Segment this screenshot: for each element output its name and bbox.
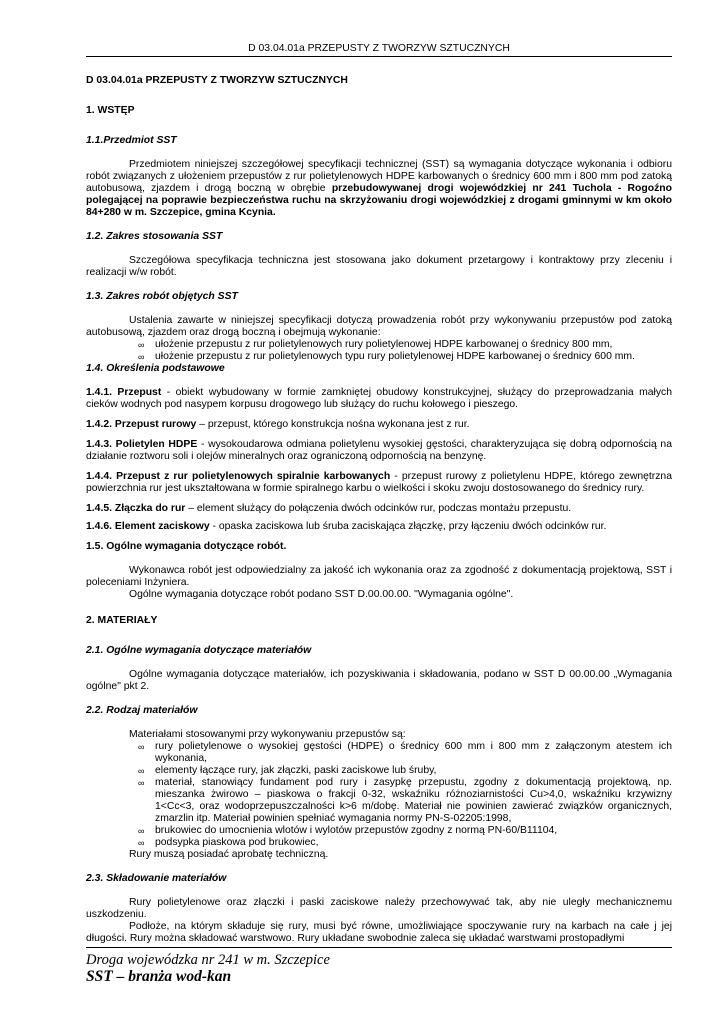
- definition-1-4-5: [86, 503, 672, 515]
- bullet-icon: ∞: [138, 766, 145, 776]
- footer-rule: [86, 947, 672, 948]
- bullet-icon: ∞: [138, 826, 145, 836]
- list-item: ∞ materiał, stanowiący fundament pod rury i zasypkę przepustu, zgodny z dokumentacją projektową, np. mieszanka żwirowo – piaskowa o frakcji 0-32, wskaźniku różnoziarnistości Cu>4,0, wskaźniku krzywizny 1<Cc<3, oraz wodoprzepuszczalności k>6 m/dobę. Materiał nie powinien zawierać związków organicznych, zmarzlin itp. Materiał powinien spełniać wymagania normy PN-S-02205:1998,: [138, 777, 672, 824]
- definition-1-4-6: [86, 521, 672, 533]
- header-rule: [86, 56, 672, 57]
- bullet-icon: ∞: [138, 352, 145, 362]
- section-2-3-heading: 2.3. Składowanie materiałów: [86, 873, 227, 884]
- definition-1-4-3: [86, 439, 672, 463]
- bullet-icon: ∞: [138, 340, 145, 350]
- definition-1-4-4: [86, 471, 672, 495]
- definition-1-4-2: [86, 419, 672, 431]
- section-1-heading: 1. WSTĘP: [86, 105, 135, 116]
- document-title: D 03.04.01a PRZEPUSTY Z TWORZYW SZTUCZNYCH: [86, 75, 348, 86]
- list-item: ∞ brukowiec do umocnienia wlotów i wylotów przepustów zgodny z normą PN-60/B11104,: [138, 825, 558, 836]
- definition-text: - przepust rurowy z polietylenu HDPE, którego zewnętrzna powierzchnia rur jest ukształtowana w formie spiralnego karbu o wielkości i skoku zwoju dostosowanego do średnicy rury.: [86, 471, 672, 494]
- definition-term: 1.4.1. Przepust: [86, 387, 162, 398]
- definition-term: 1.4.3. Polietylen HDPE: [86, 439, 198, 450]
- definition-text: - wysokoudarowa odmiana polietylenu wysokiej gęstości, charakteryzująca się dobrą odpornością na działanie roztworu soli i olejów mineralnych oraz ograniczoną odpornością na benzynę.: [86, 439, 672, 462]
- bullet-icon: ∞: [138, 838, 145, 848]
- definition-text: – element służący do połączenia dwóch odcinków rur, podczas montażu przepustu.: [185, 503, 572, 514]
- section-1-3-heading: 1.3. Zakres robót objętych SST: [86, 291, 238, 302]
- running-header: D 03.04.01a PRZEPUSTY Z TWORZYW SZTUCZNYCH: [248, 43, 510, 54]
- definition-text: – przepust, którego konstrukcja nośna wykonana jest z rur.: [196, 419, 470, 430]
- section-1-1-text: [86, 159, 672, 219]
- list-item: ∞ podsypka piaskowa pod brukowiec,: [138, 837, 319, 848]
- section-2-2-outro: Rury muszą posiadać aprobatę techniczną.: [129, 849, 329, 860]
- bullet-icon: ∞: [138, 742, 145, 752]
- definition-term: 1.4.5. Złączka do rur: [86, 503, 186, 514]
- section-2-1-heading: 2.1. Ogólne wymagania dotyczące materiałów: [86, 645, 312, 656]
- list-item: ∞ ułożenie przepustu z rur polietylenowych rury polietylenowej HDPE karbowanej o średnicy 800 mm,: [138, 339, 613, 350]
- page-content: [86, 75, 672, 945]
- section-1-5-text-1: Wykonawca robót jest odpowiedzialny za jakość ich wykonania oraz za zgodność z dokumentacją projektową, SST i poleceniami Inżyniera.: [86, 565, 672, 588]
- section-1-5-text-2: Ogólne wymagania dotyczące robót podano SST D.00.00.00. "Wymagania ogólne".: [129, 589, 514, 600]
- section-2-heading: 2. MATERIAŁY: [86, 615, 158, 626]
- definition-text: - opaska zaciskowa lub śruba zaciskająca złączkę, przy łączeniu dwóch odcinków rur.: [209, 521, 607, 532]
- section-1-1-heading: 1.1.Przedmiot SST: [86, 135, 177, 146]
- section-1-4-heading: 1.4. Określenia podstawowe: [86, 363, 225, 374]
- section-1-2-text: Szczegółowa specyfikacja techniczna jest stosowana jako dokument przetargowy i kontraktowy przy zleceniu i realizacji w/w robót.: [86, 255, 672, 278]
- definition-term: 1.4.2. Przepust rurowy: [86, 419, 197, 430]
- definition-term: 1.4.4. Przepust z rur polietylenowych spiralnie karbowanych: [86, 471, 391, 482]
- footer-branch: SST – branża wod-kan: [86, 968, 232, 985]
- footer-road-name: Droga wojewódzka nr 241 w m. Szczepice: [86, 952, 330, 968]
- section-1-1-text-bold: przebudowywanej drogi wojewódzkiej nr 241 Tuchola - Rogoźno polegającej na poprawie bezpieczeństwa ruchu na skrzyżowaniu drogi wojewódzkiej z drogami gminnymi w km około 84+280 w m. Szczepice, gmina Kcynia.: [86, 183, 672, 218]
- section-1-3-list: [86, 339, 672, 363]
- section-2-3-text-2: Podłoże, na którym składuje się rury, musi być równe, umożliwiające spoczywanie rury na karbach na całe j jej długości. Rury można składować warstwowo. Rury układane swobodnie zaleca się układać warstwami prostopadłymi: [86, 921, 672, 944]
- section-2-1-text: Ogólne wymagania dotyczące materiałów, ich pozyskiwania i składowania, podano w SST D 00.00.00 „Wymagania ogólne" pkt 2.: [86, 669, 672, 692]
- list-item: ∞ ułożenie przepustu z rur polietylenowych typu rury polietylenowej HDPE karbowanej o średnicy 600 mm.: [138, 351, 635, 362]
- list-item: ∞ rury polietylenowe o wysokiej gęstości (HDPE) o średnicy 600 mm i 800 mm z załączonym atestem ich wykonania,: [138, 741, 672, 764]
- definition-term: 1.4.6. Element zaciskowy: [86, 521, 210, 532]
- section-2-2-list: [86, 741, 672, 849]
- section-2-2-heading: 2.2. Rodzaj materiałów: [86, 705, 198, 716]
- definition-1-4-1: [86, 387, 672, 411]
- section-1-5-heading: 1.5. Ogólne wymagania dotyczące robót.: [86, 541, 287, 552]
- section-2-3-text-1: Rury polietylenowe oraz złączki i paski zaciskowe należy przechowywać tak, aby nie uległy mechanicznemu uszkodzeniu.: [86, 897, 672, 920]
- section-1-3-text: Ustalenia zawarte w niniejszej specyfikacji dotyczą prowadzenia robót przy wykonywaniu przepustów pod zatoką autobusową, zjazdem oraz drogą boczną i obejmują wykonanie:: [86, 315, 672, 338]
- section-1-2-heading: 1.2. Zakres stosowania SST: [86, 231, 223, 242]
- bullet-icon: ∞: [138, 778, 145, 788]
- section-2-2-intro: Materiałami stosowanymi przy wykonywaniu przepustów są:: [129, 729, 406, 740]
- definition-text: - obiekt wybudowany w formie zamkniętej obudowy konstrukcyjnej, służący do przeprowadzania małych cieków wodnych pod nasypem korpusu drogowego lub służący do ruchu kołowego i pieszego.: [86, 387, 672, 410]
- section-1-1-text-a: Przedmiotem niniejszej szczegółowej specyfikacji technicznej (SST) są wymagania dotyczące wykonania i odbioru robót związanych z ułożeniem przepustów z rur polietylenowych HDPE karbowanych o średnicy 600 mm i 800 mm pod zatoką autobusową, zjazdem i drogą boczną w obrębie: [86, 159, 672, 194]
- list-item: ∞ elementy łączące rury, jak złączki, paski zaciskowe lub śruby,: [138, 765, 437, 776]
